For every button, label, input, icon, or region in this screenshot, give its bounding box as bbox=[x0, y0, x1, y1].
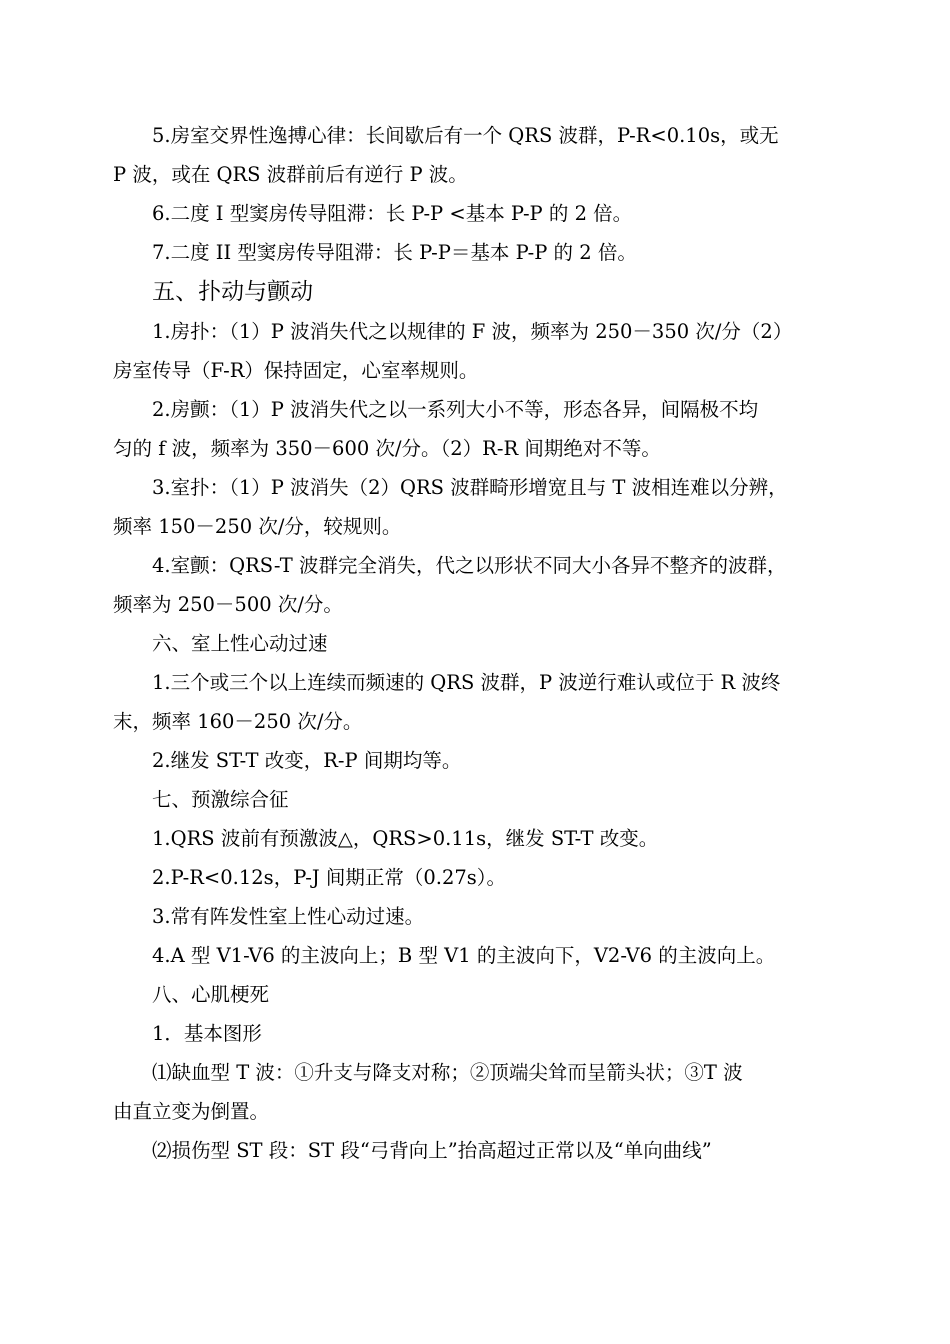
text-line: 7.二度 II 型窦房传导阻滞：长 P-P＝基本 P-P 的 2 倍。 bbox=[152, 241, 637, 264]
paragraph-paroxysmal-svt bbox=[113, 897, 838, 936]
paragraph-svt-criteria bbox=[113, 663, 838, 741]
text-line: 3.常有阵发性室上性心动过速。 bbox=[152, 905, 425, 928]
paragraph-sa-block-type-2 bbox=[113, 233, 838, 272]
text-line: 2.房颤：（1）P 波消失代之以一系列大小不等，形态各异，间隔极不均 bbox=[152, 398, 759, 421]
paragraph-injury-st-segment bbox=[113, 1131, 838, 1170]
text-line: 频率 150－250 次/分，较规则。 bbox=[113, 515, 402, 538]
text-line: 4.A 型 V1-V6 的主波向上；B 型 V1 的主波向下，V2-V6 的主波向上。 bbox=[152, 944, 776, 967]
text-line: 1.QRS 波前有预激波△，QRS>0.11s，继发 ST-T 改变。 bbox=[152, 827, 659, 850]
paragraph-atrial-fibrillation bbox=[113, 390, 838, 468]
paragraph-delta-wave bbox=[113, 819, 838, 858]
text-line: 匀的 f 波，频率为 350－600 次/分。（2）R-R 间期绝对不等。 bbox=[113, 437, 661, 460]
paragraph-type-a-b bbox=[113, 936, 838, 975]
text-line: ⑴缺血型 T 波：①升支与降支对称；②顶端尖耸而呈箭头状；③T 波 bbox=[152, 1061, 743, 1084]
paragraph-ventricular-fibrillation bbox=[113, 546, 838, 624]
text-line: P 波，或在 QRS 波群前后有逆行 P 波。 bbox=[113, 163, 468, 186]
document-body bbox=[113, 116, 838, 1170]
heading-text: 五、扑动与颤动 bbox=[152, 279, 314, 305]
paragraph-atrial-flutter bbox=[113, 312, 838, 390]
section-heading-myocardial-infarction bbox=[113, 975, 838, 1014]
text-line: 频率为 250－500 次/分。 bbox=[113, 593, 343, 616]
heading-text: 六、室上性心动过速 bbox=[152, 632, 328, 655]
paragraph-sa-block-type-1 bbox=[113, 194, 838, 233]
section-heading-flutter-fibrillation bbox=[113, 272, 838, 312]
text-line: 由直立变为倒置。 bbox=[113, 1100, 270, 1123]
text-line: 1.三个或三个以上连续而频速的 QRS 波群，P 波逆行难认或位于 R 波终 bbox=[152, 671, 781, 694]
section-heading-svt bbox=[113, 624, 838, 663]
heading-text: 七、预激综合征 bbox=[152, 788, 289, 811]
paragraph-svt-st-t bbox=[113, 741, 838, 780]
paragraph-pr-interval bbox=[113, 858, 838, 897]
text-line: 5.房室交界性逸搏心律：长间歇后有一个 QRS 波群，P-R<0.10s，或无 bbox=[152, 124, 779, 147]
paragraph-junctional-escape-rhythm bbox=[113, 116, 838, 194]
paragraph-ventricular-flutter bbox=[113, 468, 838, 546]
text-line: 房室传导（F-R）保持固定，心室率规则。 bbox=[113, 359, 479, 382]
text-line: 2.继发 ST-T 改变，R-P 间期均等。 bbox=[152, 749, 462, 772]
text-line: 末，频率 160－250 次/分。 bbox=[113, 710, 363, 733]
text-line: 6.二度 I 型窦房传导阻滞：长 P-P <基本 P-P 的 2 倍。 bbox=[152, 202, 633, 225]
text-line: 1.房扑：（1）P 波消失代之以规律的 F 波，频率为 250－350 次/分（2） bbox=[152, 320, 793, 343]
text-line: 3.室扑：（1）P 波消失（2）QRS 波群畸形增宽且与 T 波相连难以分辨， bbox=[152, 476, 788, 499]
heading-text: 八、心肌梗死 bbox=[152, 983, 270, 1006]
text-line: 4.室颤：QRS-T 波群完全消失，代之以形状不同大小各异不整齐的波群， bbox=[152, 554, 787, 577]
section-heading-preexcitation bbox=[113, 780, 838, 819]
text-line: 2.P-R<0.12s，P-J 间期正常（0.27s）。 bbox=[152, 866, 507, 889]
subheading-basic-patterns bbox=[113, 1014, 838, 1053]
heading-text: 1．基本图形 bbox=[152, 1022, 262, 1045]
text-line: ⑵损伤型 ST 段：ST 段“弓背向上”抬高超过正常以及“单向曲线” bbox=[152, 1139, 712, 1162]
paragraph-ischemic-t-wave bbox=[113, 1053, 838, 1131]
